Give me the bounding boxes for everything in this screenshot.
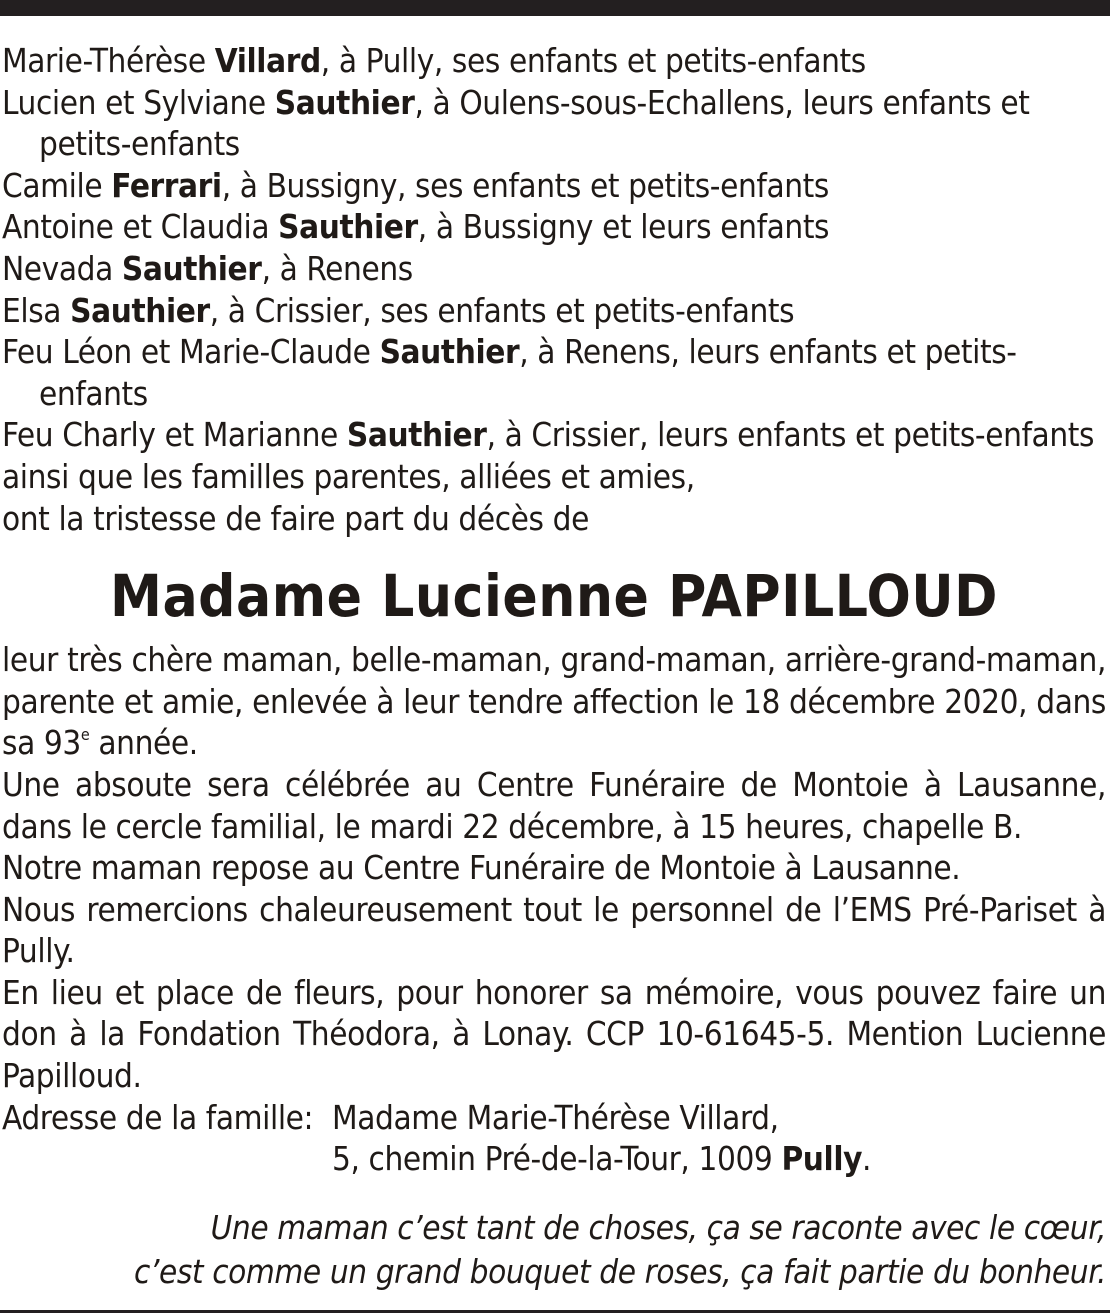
poem-line: Une maman c’est tant de choses, ça se raconte avec le cœur, [210,1207,1106,1247]
family-line [2,82,1106,165]
family-line-surname: Sauthier [346,415,487,455]
intro-line: ainsi que les familles parentes, alliées et amies, [2,456,695,496]
address-town: Pully [781,1139,863,1179]
family-line-surname: Sauthier [70,290,210,330]
family-address [2,1097,1106,1180]
family-line-names: Lucien et Sylviane [2,82,275,122]
deceased-name: Madame Lucienne PAPILLOUD [110,562,998,631]
family-line-details: , à Renens, leurs enfants et petits-enfants [39,332,1017,413]
family-line-names: Nevada [2,248,122,288]
family-line-names: Marie-Thérèse [2,41,215,80]
family-line [2,331,1106,414]
family-line-details: , à Oulens-sous-Echallens, leurs enfants et petits-enfants [39,82,1030,164]
announcement-text: leur très chère maman, belle-maman, grand-maman, arrière-grand-maman, parente et amie, enlevée à leur tendre affection le 18 décembre 2020, dans sa 93 [2,640,1106,763]
family-line-names: Elsa [2,290,71,330]
family-line-details: , à Bussigny et leurs enfants [417,207,830,247]
poem-line: c’est comme un grand bouquet de roses, ça fait partie du bonheur. [134,1251,1106,1291]
family-line-names: Feu Charly et Marianne [2,415,347,455]
family-list [2,40,1106,456]
thanks-paragraph: Nous remercions chaleureusement tout le personnel de l’EMS Pré-Pariset à Pully. [2,889,1106,971]
address-end: . [862,1139,872,1179]
address-line-1: Madame Marie-Thérèse Villard, [332,1097,779,1137]
address-label: Adresse de la famille: [2,1097,314,1137]
address-row [2,1097,1106,1139]
donation-paragraph: En lieu et place de fleurs, pour honorer sa mémoire, vous pouvez faire un don à la Fondation Théodora, à Lonay. CCP 10-61645-5. Mention Lucienne Papilloud. [2,972,1106,1096]
intro-line: ont la tristesse de faire part du décès de [2,498,589,538]
ordinal-suffix: e [80,725,90,745]
family-line-details: , à Crissier, ses enfants et petits-enfants [209,290,795,330]
repose-paragraph: Notre maman repose au Centre Funéraire de Montoie à Lausanne. [2,848,961,888]
family-line-surname: Sauthier [379,332,520,372]
family-line-details: , à Crissier, leurs enfants et petits-enfants [486,415,1095,455]
closing-poem [2,1206,1106,1294]
family-line [2,248,1106,290]
family-line [2,165,1106,207]
family-line-surname: Villard [214,41,321,80]
family-line-details: , à Pully, ses enfants et petits-enfants [320,41,866,80]
family-line-details: , à Bussigny, ses enfants et petits-enfants [221,165,829,205]
family-line-surname: Sauthier [274,82,415,122]
obituary-notice [2,40,1106,1294]
family-line-names: Antoine et Claudia [2,207,279,247]
family-line [2,40,1106,82]
family-line-surname: Sauthier [121,248,262,288]
family-line [2,414,1106,456]
address-line-2 [2,1138,1106,1180]
address-street: 5, chemin Pré-de-la-Tour, 1009 [332,1139,782,1179]
announcement-text-end: année. [89,723,198,763]
family-line-surname: Sauthier [278,207,418,247]
family-line-names: Feu Léon et Marie-Claude [2,332,380,372]
bottom-rule [0,1310,1110,1313]
family-line [2,290,1106,332]
top-rule [0,0,1110,16]
ceremony-paragraph: Une absoute sera célébrée au Centre Funéraire de Montoie à Lausanne, dans le cercle familial, le mardi 22 décembre, à 15 heures, chapelle B. [2,764,1106,846]
family-line-surname: Ferrari [111,165,222,205]
announcement-paragraph [2,639,1106,764]
family-line-names: Camile [2,165,112,205]
family-line-details: , à Renens [261,248,413,288]
family-line [2,206,1106,248]
